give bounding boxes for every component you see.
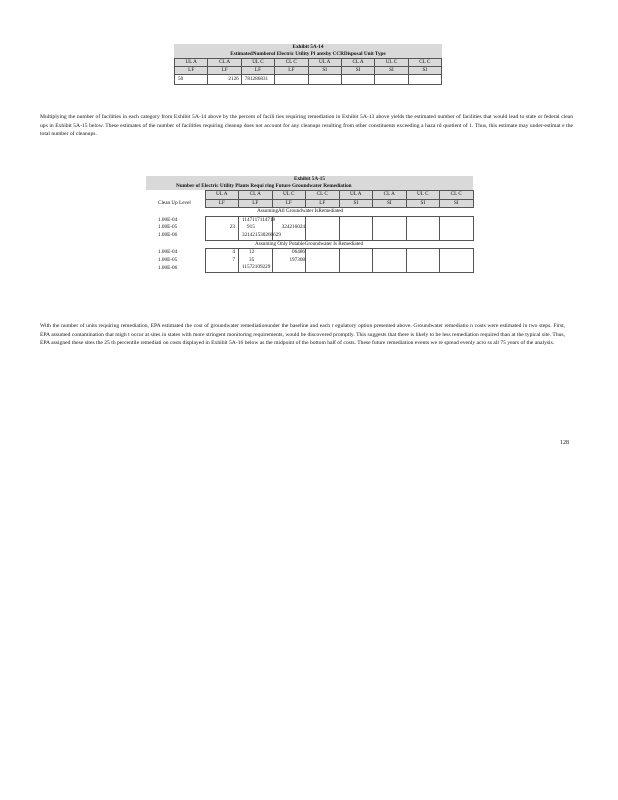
data-cell <box>272 257 306 265</box>
col-header: CL A <box>208 59 241 67</box>
exhibit-5a-14-caption: EstimatedNumberof Electric Utility Pl antsby CCRDisposal Unit Type <box>230 51 386 57</box>
data-value: 35 <box>249 256 255 263</box>
col-header: CL C <box>306 191 340 200</box>
exhibit-5a-14-header <box>174 44 442 58</box>
data-cell <box>272 264 306 272</box>
unit-cell: SI <box>373 199 407 208</box>
unit-cell: SI <box>408 67 441 75</box>
col-header: CL A <box>373 191 407 200</box>
data-value: 1147117114718 <box>242 216 276 223</box>
col-header: CL A <box>341 59 374 67</box>
data-cell <box>440 224 474 232</box>
col-header: CL C <box>440 191 474 200</box>
data-cell <box>306 232 340 240</box>
data-cell <box>339 232 373 240</box>
data-cell <box>406 264 440 272</box>
unit-cell: LF <box>275 67 308 75</box>
blank-cell <box>146 208 205 217</box>
data-cell <box>205 232 239 240</box>
data-cell <box>205 264 239 272</box>
data-value: 12 <box>249 249 255 256</box>
data-value: 06486 <box>292 249 305 256</box>
exhibit-5a-14-subheader-row <box>175 59 442 67</box>
data-value: 7812 <box>244 76 256 82</box>
data-cell <box>440 264 474 272</box>
row-label: 1.00E-04 <box>158 216 178 223</box>
unit-cell: LF <box>239 199 273 208</box>
exhibit-5a-14-table <box>174 44 442 85</box>
unit-cell: SI <box>406 199 440 208</box>
data-value: 197308 <box>289 256 305 263</box>
data-cell <box>341 75 374 85</box>
row-label: 1.00E-06 <box>158 232 178 239</box>
data-cell <box>440 257 474 265</box>
data-cell <box>406 257 440 265</box>
data-cell <box>406 224 440 232</box>
exhibit-5a-15-grid <box>146 190 474 273</box>
unit-cell: SI <box>308 67 341 75</box>
row-label: 1.00E-05 <box>158 256 178 263</box>
unit-cell: LF <box>306 199 340 208</box>
data-cell <box>239 249 273 257</box>
data-cell <box>275 75 308 85</box>
data-cell <box>339 264 373 272</box>
data-cell <box>339 249 373 257</box>
col-header: UL C <box>375 59 408 67</box>
col-header: UL C <box>241 59 274 67</box>
exhibit-5a-14-grid <box>174 58 442 85</box>
paragraph-2: With the number of units requiring remediation, EPA estimated the cost of groundwater remediationunder the baseline and each r egulatory option presented above. Groundwater remediatio n costs were estimated in two steps. First, EPA assumed contamination that migh t occur at sites in states with more stringent monitoring requirements, would be discovered promptly. This suggests that there is likely to be less remediation required than at the typical site. Thus, EPA assigned these sites the 25 th percentile remediati on costs displayed in Exhibit 5A-16 below as the midpoint of the bottom half of costs. These future remediation events we re spread evenly acro ss all 75 years of the analysis. <box>40 323 565 347</box>
data-value: 321421530266629 <box>242 231 281 238</box>
data-cell <box>408 75 441 85</box>
paragraph-1: Multiplying the number of facilities in each category from Exhibit 5A-14 above by the percent of facili ties requiring remediation in Exhibit 5A-13 above yields the estimated number of facilities that would lead to state or federal clean ups in Exhibit 5A-15 below. These estimates of the number of facilities requiring cleanup does not account for any cleanups resulting from other constituents exceeding a haza rd quotient of 1. Thus, this estimate may under-estimat e the total number of cleanups. <box>40 114 573 138</box>
unit-cell: SI <box>341 67 374 75</box>
exhibit-5a-15-units-row <box>146 199 473 208</box>
unit-cell: LF <box>272 199 306 208</box>
col-header: CL A <box>239 191 273 200</box>
data-value: 11572109229 <box>242 264 271 271</box>
row-label: 1.00E-04 <box>158 248 178 255</box>
data-value: 23 <box>229 224 235 231</box>
unit-cell: SI <box>375 67 408 75</box>
data-cell <box>272 224 306 232</box>
exhibit-5a-14-title: Exhibit 5A-14 <box>292 44 324 50</box>
data-cell <box>406 232 440 240</box>
data-value: 4 <box>232 249 235 256</box>
data-cell <box>241 75 274 85</box>
exhibit-5a-15-table <box>146 176 473 273</box>
table-row <box>146 216 473 224</box>
table-row <box>146 257 473 265</box>
section-label-cell <box>205 208 473 217</box>
exhibit-5a-15-title: Exhibit 5A-15 <box>294 176 325 182</box>
data-cell <box>406 249 440 257</box>
table-row <box>146 264 473 272</box>
unit-cell: SI <box>339 199 373 208</box>
data-cell: 50 <box>175 75 208 85</box>
unit-cell: LF <box>241 67 274 75</box>
unit-cell: LF <box>175 67 208 75</box>
exhibit-5a-15-subheader-row <box>146 191 473 200</box>
data-value: 86831 <box>255 76 269 82</box>
col-header: UL A <box>339 191 373 200</box>
data-cell <box>339 216 373 224</box>
data-cell <box>205 257 239 265</box>
blank-cell <box>146 240 205 249</box>
section-row <box>146 240 473 249</box>
col-header: UL A <box>175 59 208 67</box>
blank-cell <box>146 191 205 200</box>
data-cell <box>339 257 373 265</box>
data-cell <box>205 224 239 232</box>
exhibit-5a-15-caption: Number of Electric Utility Plants Requi ring Future Groundwater Remediation <box>176 183 352 189</box>
data-cell <box>239 257 273 265</box>
section-row <box>146 208 473 217</box>
data-cell <box>205 216 239 224</box>
data-cell <box>272 216 306 224</box>
col-header: UL A <box>308 59 341 67</box>
data-cell <box>373 216 407 224</box>
data-cell <box>308 75 341 85</box>
data-value: 7 <box>232 256 235 263</box>
col-header: UL A <box>205 191 239 200</box>
unit-cell: SI <box>440 199 474 208</box>
data-value: 324216024 <box>281 224 305 231</box>
col-header: CL C <box>275 59 308 67</box>
unit-cell: LF <box>205 199 239 208</box>
data-cell: 2126 <box>208 75 241 85</box>
col-header: UL C <box>406 191 440 200</box>
data-value: 915 <box>247 224 255 231</box>
table-row <box>146 249 473 257</box>
data-cell <box>205 249 239 257</box>
data-cell <box>373 232 407 240</box>
row-label: 1.00E-06 <box>158 264 178 271</box>
unit-cell: LF <box>208 67 241 75</box>
row-label: 1.00E-05 <box>158 224 178 231</box>
data-cell <box>306 224 340 232</box>
data-cell <box>272 249 306 257</box>
page-number: 128 <box>560 440 569 446</box>
table-row <box>146 232 473 240</box>
data-cell <box>373 257 407 265</box>
col-header: CL C <box>408 59 441 67</box>
section-label: AssumingAll Groundwater IsRemediated <box>257 208 344 215</box>
section-label: Assuming Only PotableGroundwater Is Remediated <box>255 240 364 247</box>
data-cell <box>373 264 407 272</box>
data-cell <box>239 264 273 272</box>
data-cell <box>440 216 474 224</box>
data-cell <box>440 249 474 257</box>
data-cell <box>306 249 340 257</box>
data-cell <box>406 216 440 224</box>
data-cell <box>373 249 407 257</box>
section-label-cell <box>205 240 473 249</box>
exhibit-5a-14-units-row <box>175 67 442 75</box>
row-label-header: Clean Up Level <box>158 199 191 206</box>
data-cell <box>239 224 273 232</box>
data-cell <box>306 216 340 224</box>
data-cell <box>373 224 407 232</box>
data-cell <box>375 75 408 85</box>
data-cell <box>239 231 281 240</box>
col-header: UL C <box>272 191 306 200</box>
exhibit-5a-14-data-row <box>175 75 442 85</box>
data-cell <box>239 216 276 224</box>
table-row <box>146 224 473 232</box>
data-cell <box>306 264 340 272</box>
data-cell <box>339 224 373 232</box>
exhibit-5a-15-header <box>146 176 473 190</box>
data-cell <box>440 232 474 240</box>
data-cell <box>306 257 340 265</box>
